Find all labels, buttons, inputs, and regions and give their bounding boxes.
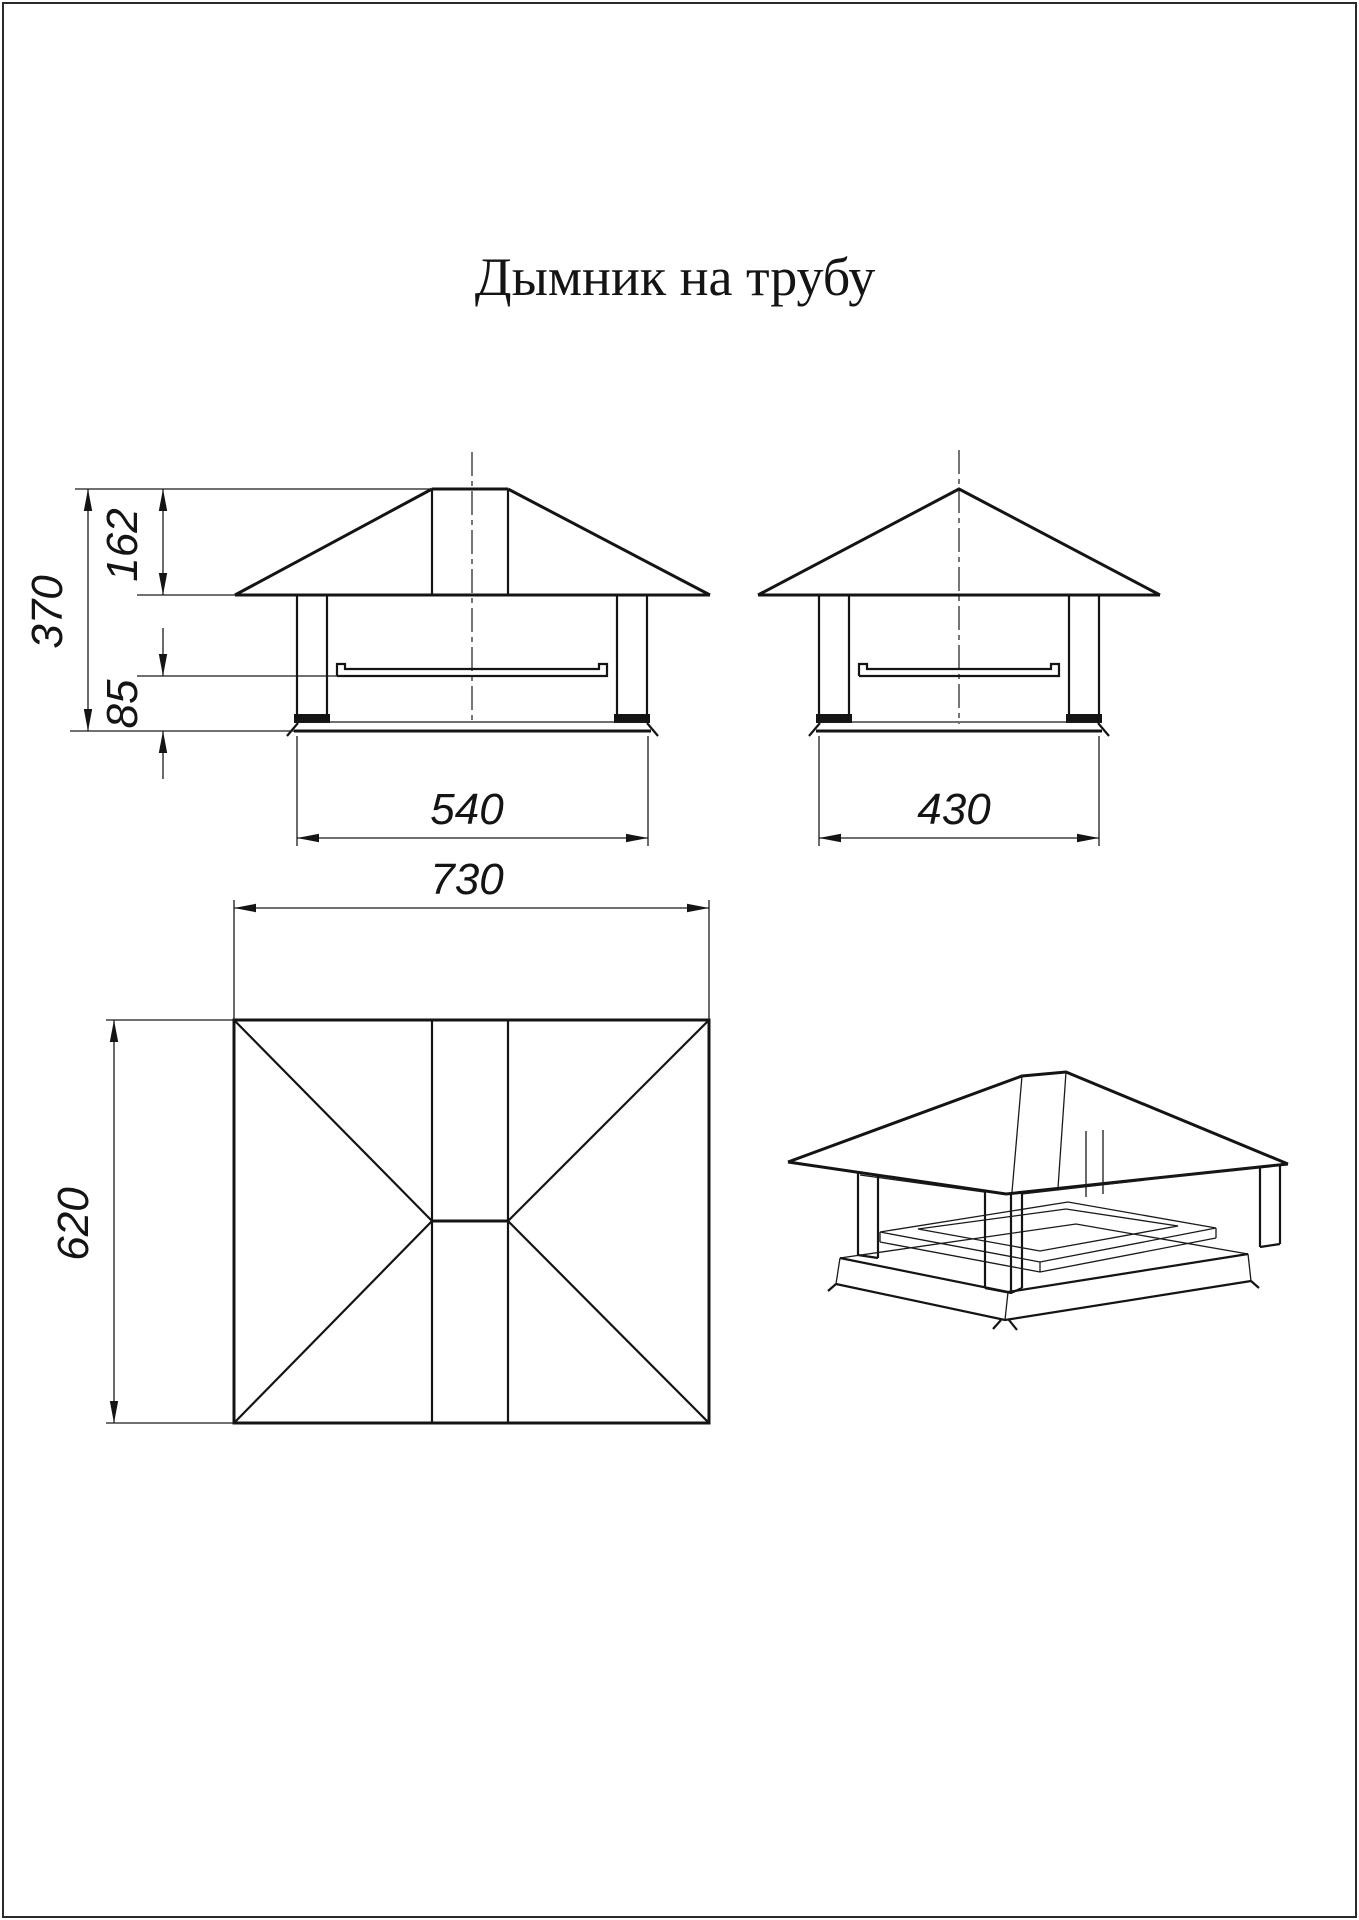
plan-view: [234, 1020, 709, 1423]
iso-base-top-edges: [840, 1254, 1248, 1292]
isometric-view: [788, 1072, 1288, 1330]
dim-540-arrow-left: [297, 834, 319, 842]
iso-right-post: [1260, 1164, 1280, 1247]
dim-label-540: 540: [430, 785, 504, 834]
dim-label-430: 430: [917, 785, 991, 834]
dim-label-620: 620: [49, 1187, 98, 1261]
dim-730-ext: [234, 900, 709, 1020]
iso-base-flares: [828, 1281, 1259, 1330]
dim-label-162: 162: [98, 508, 147, 582]
side-left-post: [819, 595, 849, 715]
iso-ridge-cap-band: [1012, 1072, 1066, 1192]
dim-540-arrow-right: [626, 834, 648, 842]
dim-730-arrow-left: [234, 904, 256, 912]
dim-620-arrow-bottom: [110, 1401, 118, 1423]
dim-85-arrow-top: [159, 654, 167, 676]
side-view: [758, 450, 1160, 736]
front-ridge-cap-edges: [432, 489, 508, 595]
dim-label-730: 730: [430, 855, 504, 904]
dim-430-arrow-left: [819, 834, 841, 842]
dim-85-arrow-bottom: [159, 731, 167, 753]
dim-label-85: 85: [98, 679, 147, 729]
dim-162-arrow-bottom: [159, 573, 167, 595]
dim-620-arrow-top: [110, 1020, 118, 1042]
dim-620-ext: [106, 1020, 234, 1423]
side-right-post: [1069, 595, 1099, 715]
front-left-post: [297, 595, 327, 715]
dim-370-arrow-bottom: [84, 709, 92, 731]
iso-tray-inner-rim: [918, 1209, 1178, 1251]
dim-730-arrow-right: [687, 904, 709, 912]
front-view: [235, 452, 710, 736]
dim-162-arrow-top: [159, 489, 167, 511]
dim-label-370: 370: [23, 575, 72, 649]
plan-view-dimensions: [49, 855, 709, 1423]
dim-430-arrow-right: [1077, 834, 1099, 842]
dim-370-arrow-top: [84, 489, 92, 511]
side-view-dimensions: [819, 736, 1099, 846]
drawing-title: Дымник на трубу: [474, 247, 876, 307]
iso-left-post: [858, 1172, 878, 1258]
front-right-post: [617, 595, 647, 715]
